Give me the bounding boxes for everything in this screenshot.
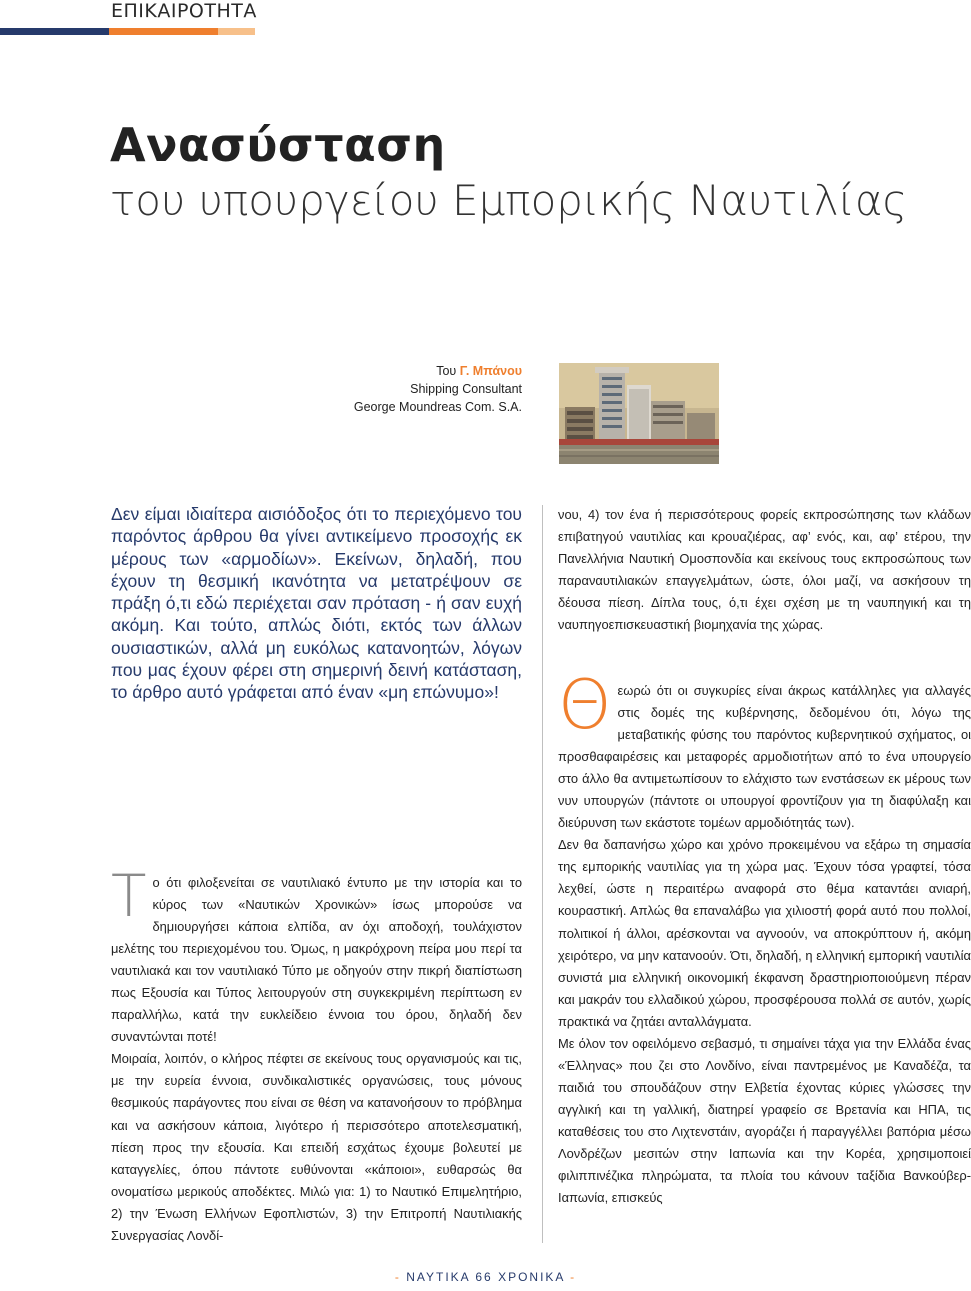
left-column [111, 862, 522, 1247]
byline [354, 362, 522, 416]
header-bar-orange [109, 28, 218, 35]
column-divider [542, 505, 543, 1243]
header-bar-peach [218, 28, 255, 35]
byline-prefix: Του [436, 364, 460, 378]
paragraph-text: ο ότι φιλοξενείται σε ναυτιλιακό έντυπο με την ιστορία και το κύρος των «Ναυτικών Χρονικών» ίσως μπορούσε να δημιουργήσει κάποια ελπίδα, αν όχι αποδοχή, τουλάχιστον μελέτης του περιεχομένου του. Όμως, η μακρόχρονη πείρα μου περί τα ναυτιλιακά και τον ναυτιλιακό Τύπο με οδηγούν στην πικρή διαπίστωση πως Εξουσία και Τύπος λειτουργούν στη συγκεκριμένη περίπτωση εν παραλλήλω, κατά την ευκλείδειο έννοια του όρου, δηλαδή δεν συναντώνται ποτέ! [111, 875, 522, 1045]
paragraph: Μοιραία, λοιπόν, ο κλήρος πέφτει σε εκείνους τους οργανισμούς και τις, με την ευρεία έννοια, συνδικαλιστικές οργανώσεις, τους μόνους θεσμικούς παράγοντες που είναι σε θέση να κατανοήσουν το πρόβλημα και να ασκήσουν κάποια, λιγότερο ή περισσότερο αποτελεσματική, πίεση προς την εξουσία. Και επειδή εσχάτως έχουμε βολευτεί με καταγγελίες, όπου πάντοτε ευθύνονται «κάποιοι», ευθαρσώς θα ονοματίσω μερικούς αποδέκτες. Μιλώ για: 1) το Ναυτικό Επιμελητήριο, 2) την Ένωση Ελλήνων Εφοπλιστών, 3) την Επιτροπή Ναυτιλιακής Συνεργασίας Λονδί- [111, 1051, 522, 1243]
dropcap: Θ [558, 666, 612, 745]
article-title: Ανασύσταση [110, 118, 446, 172]
footer-word-2: ΧΡΟΝΙΚΑ [498, 1270, 565, 1284]
page-number: 66 [475, 1270, 493, 1284]
article-intro: Δεν είμαι ιδιαίτερα αισιόδοξος ότι το περιεχόμενο του παρόντος άρθρου θα γίνει αντικείμενο προσοχής εκ μέρους των «αρμοδίων». Εκείνων, δηλαδή, που έχουν τη θεσμική ικανότητα να μετατρέψουν σε πράξη ό,τι εδώ περιέχεται σαν πρόταση - ή σαν ευχή ακόμη. Και τούτο, απλώς διότι, εκτός των άλλων ουσιαστικών, αλλά μη ευκόλως κατανοητών, λόγων που μας έχουν φέρει στη σημερινή δεινή κατάσταση, το άρθρο αυτό γράφεται από έναν «μη επώνυμο»! [111, 504, 522, 703]
section-label: ΕΠΙΚΑΙΡΟΤΗΤΑ [111, 0, 257, 22]
header-bar-navy [0, 28, 109, 35]
building-photo-illustration [559, 363, 719, 464]
building-photo [559, 363, 719, 464]
footer-dash-left: - [394, 1270, 401, 1284]
byline-company: George Moundreas Com. S.A. [353, 400, 522, 414]
paragraph [558, 666, 971, 834]
byline-author: Γ. Μπάνου [459, 364, 522, 378]
right-column-top [558, 504, 971, 636]
byline-role: Shipping Consultant [410, 382, 522, 396]
paragraph-text: εωρώ ότι οι συγκυρίες είναι άκρως κατάλληλες για αλλαγές στις δομές της κυβέρνησης, δεδομένου ότι, λόγω της μεταβατικής φύσης του παρόντος κυβερνητικού σχήματος, οι προσθαφαιρέσεις και μεταφορές αρμοδιοτήτων από το ένα υπουργείο στο άλλο θα αντιμετωπίσουν το ελάχιστο των ενστάσεων εκ μέρους των νυν υπουργών (πάντοτε οι υπουργοί φροντίζουν για τη διαφύλαξη και διεύρυνση των εκάστοτε τομέων αρμοδιότητάς των). [558, 683, 971, 831]
page-footer [0, 1270, 971, 1284]
footer-word-1: ΝΑΥΤΙΚΑ [406, 1270, 471, 1284]
paragraph: Με όλον τον οφειλόμενο σεβασμό, τι σημαίνει τάχα για την Ελλάδα ένας «Έλληνας» που ζει στο Λονδίνο, είναι παντρεμένος με Καναδέζα, τα παιδιά του σπουδάζουν στην Ελβετία έχοντας κύριες γλώσσες την αγγλική και τη γαλλική, διατηρεί γραφείο σε Βρετανία και ΗΠΑ, τις καταθέσεις του στο Λιχτενστάιν, αγοράζει ή παραγγέλλει βαπόρια μέσω Λονδρέζων μεσιτών στην Ιαπωνία και την Κορέα, χρησιμοποιεί φιλιππινέζικα πληρώματα, τα πλοία του κάνουν ταξίδια Βανκούβερ-Ιαπωνία, επισκεύς [558, 1035, 971, 1206]
paragraph: νου, 4) τον ένα ή περισσότερους φορείς εκπροσώπησης των κλάδων επιβατηγού ναυτιλίας και κρουαζιέρας, αφ’ ενός, και, αφ’ ετέρου, την Πανελλήνια Ναυτική Ομοσπονδία και εκείνους τους εκπροσώπους των παραναυτιλιακών επαγγελμάτων, ώστε, όλοι μαζί, να ασκήσουν τη δέουσα πίεση. Δίπλα τους, ό,τι έχει σχέση με τη ναυπηγική και τη ναυπηγοεπισκευαστική βιομηχανία της χώρας. [558, 507, 971, 633]
paragraph: Δεν θα δαπανήσω χώρο και χρόνο προκειμένου να εξάρω τη σημασία της εμπορικής ναυτιλίας για τη χώρα μας. Έχουν τόσα γραφτεί, τόσα λεχθεί, ώστε η περαιτέρω αναφορά στο θέμα καταντάει ανιαρή, κουραστική. Απλώς θα επαναλάβω για χιλιοστή φορά αυτό που πολλοί, πολιτικοί ή άλλοι, αρέσκονται να αγνοούν, να αποκρύπτουν ή, ακόμη χειρότερο, να μην κατανοούν. Ότι, δηλαδή, η ελληνική εμπορική ναυτιλία συνιστά μια ελληνική οικονομική έκφανση δραστηριοποιούμενη πέραν και μακράν του ελλαδικού χώρου, προσφέρουσα πολλά σε αυτόν, χωρίς πρακτικά να ζητάει ανταλλάγματα. [558, 837, 971, 1029]
article-subtitle: του υπουργείου Εμπορικής Ναυτιλίας [110, 176, 908, 225]
right-column-bottom [558, 666, 971, 1209]
dropcap: Τ [111, 862, 147, 930]
footer-dash-right: - [570, 1270, 577, 1284]
paragraph [111, 862, 522, 1048]
